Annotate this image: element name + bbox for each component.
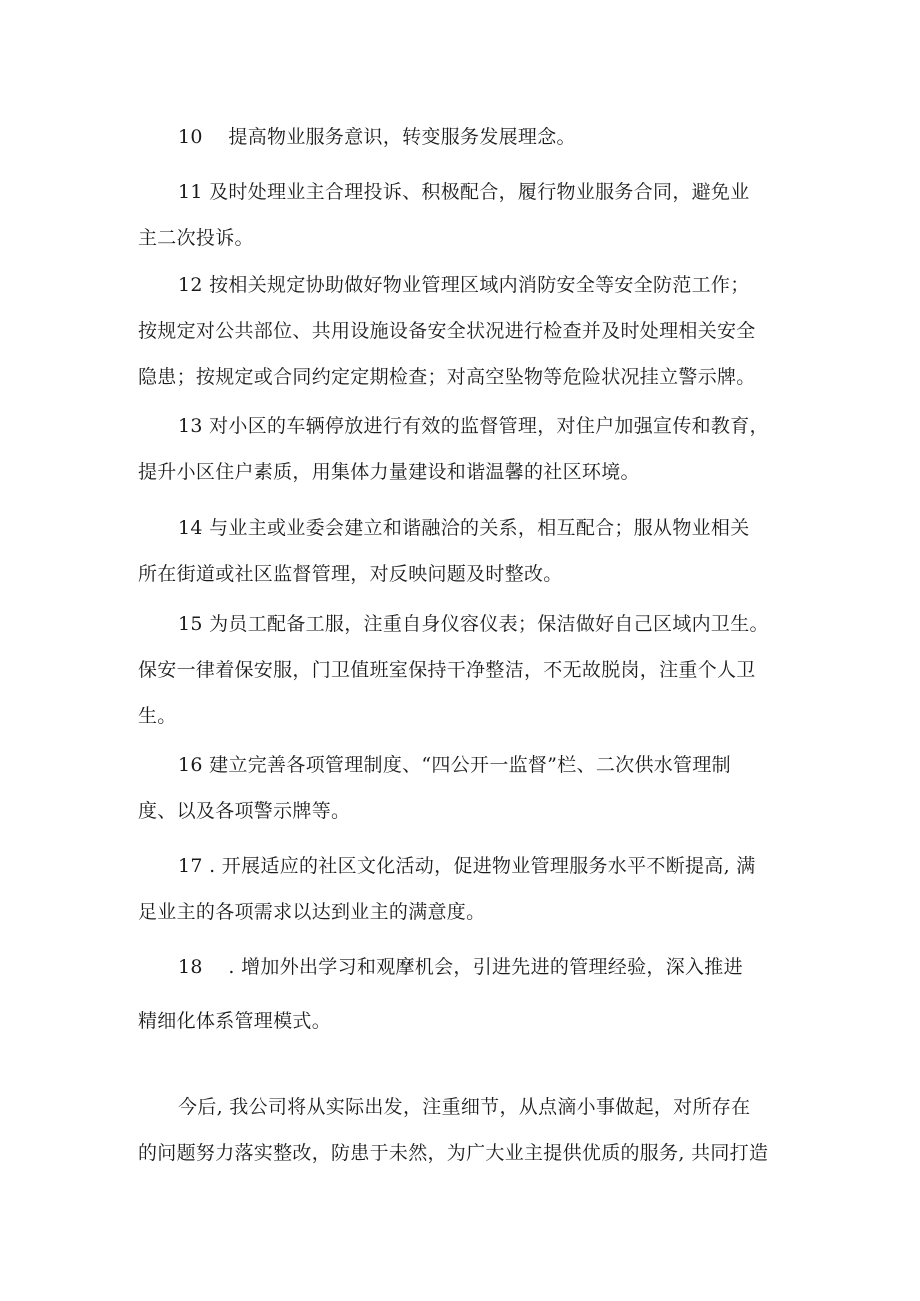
paragraph-line: 保安一律着保安服，门卫值班室保持干净整洁，不无故脱岗，注重个人卫	[138, 659, 756, 681]
paragraph-line: 的问题努力落实整改，防患于未然，为广大业主提供优质的服务, 共同打造	[138, 1142, 769, 1164]
paragraph-item-16	[138, 742, 786, 834]
paragraph-line: 度、以及各项警示牌等。	[138, 800, 351, 822]
paragraph-item-15	[138, 601, 786, 739]
paragraph-line: 提升小区住户素质，用集体力量建设和谐温馨的社区环境。	[138, 461, 640, 483]
paragraph-closing	[138, 1084, 786, 1176]
paragraph-line: 12 按相关规定协助做好物业管理区域内消防安全等安全防范工作；	[178, 274, 750, 296]
paragraph-line: 今后, 我公司将从实际出发，注重细节，从点滴小事做起，对所存在	[178, 1096, 751, 1118]
paragraph-line: 17 . 开展适应的社区文化活动，促进物业管理服务水平不断提高, 满	[178, 855, 756, 877]
paragraph-item-10	[138, 114, 786, 160]
paragraph-line: 按规定对公共部位、共用设施设备安全状况进行检查并及时处理相关安全	[138, 320, 756, 342]
paragraph-line: 15 为员工配备工服，注重自身仪容仪表；保洁做好自己区域内卫生。	[178, 613, 769, 635]
paragraph-line: 所在街道或社区监督管理，对反映问题及时整改。	[138, 563, 563, 585]
paragraph-line: 16 建立完善各项管理制度、“四公开一监督”栏、二次供水管理制	[178, 754, 731, 776]
paragraph-item-18	[138, 944, 786, 1044]
paragraph-item-17	[138, 843, 786, 935]
paragraph-item-14	[138, 505, 786, 597]
paragraph-line: 10 提高物业服务意识，转变服务发展理念。	[178, 126, 576, 148]
paragraph-line: 13 对小区的车辆停放进行有效的监督管理，对住户加强宣传和教育，	[178, 415, 769, 437]
paragraph-item-12	[138, 262, 786, 400]
paragraph-line: 隐患；按规定或合同约定定期检查；对高空坠物等危险状况挂立警示牌。	[138, 366, 756, 388]
paragraph-item-13	[138, 403, 786, 495]
paragraph-line: 18 . 增加外出学习和观摩机会，引进先进的管理经验，深入推进	[178, 956, 743, 978]
paragraph-line: 主二次投诉。	[138, 227, 254, 249]
paragraph-line: 足业主的各项需求以达到业主的满意度。	[138, 901, 486, 923]
paragraph-line: 生。	[138, 705, 177, 727]
paragraph-line: 11 及时处理业主合理投诉、积极配合，履行物业服务合同，避免业	[178, 181, 750, 203]
paragraph-item-11	[138, 169, 786, 261]
paragraph-line: 精细化体系管理模式。	[138, 1010, 332, 1032]
paragraph-line: 14 与业主或业委会建立和谐融洽的关系，相互配合；服从物业相关	[178, 517, 750, 539]
